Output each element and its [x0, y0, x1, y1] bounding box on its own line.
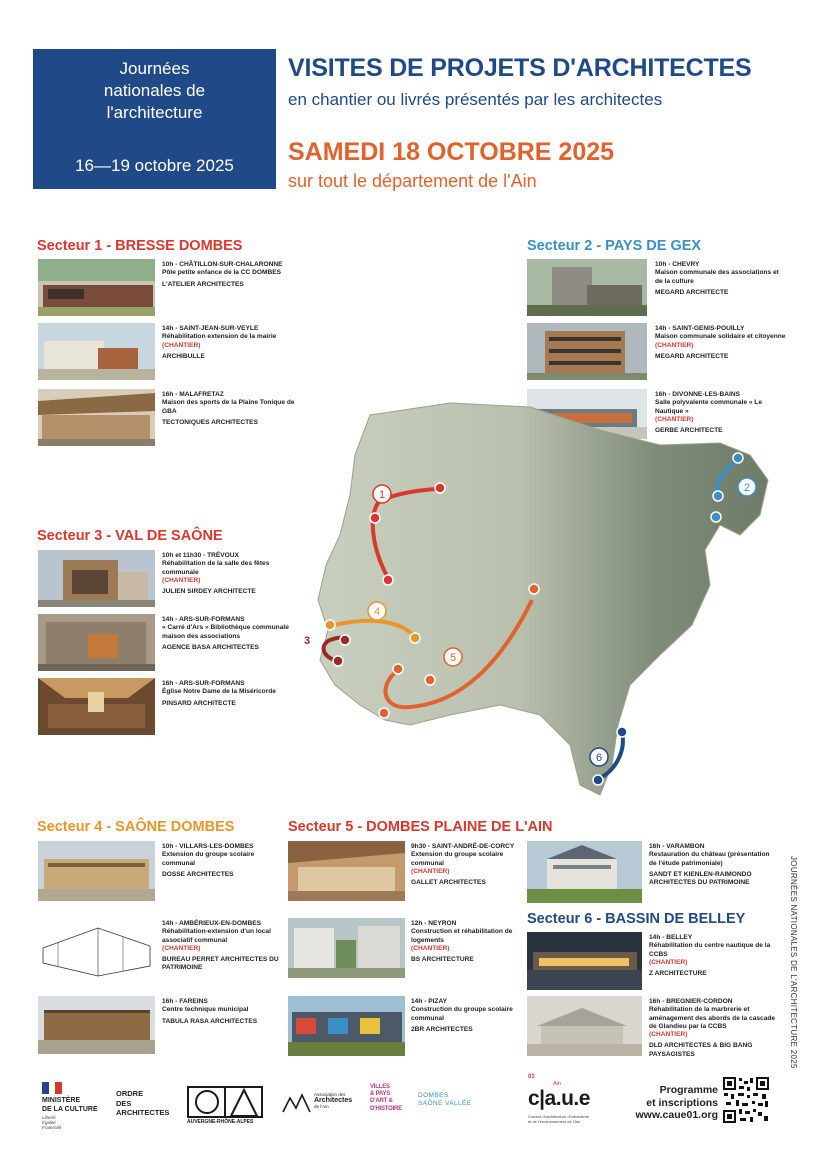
visit-architect: AGENCE BASA ARCHITECTES [162, 643, 259, 651]
map-stop [733, 453, 743, 463]
page-title: VISITES DE PROJETS D'ARCHITECTES [288, 54, 752, 82]
visit-time: 14h - PIZAY [411, 998, 448, 1005]
visit-architect: MEGARD ARCHITECTE [655, 288, 729, 296]
visit-status: (CHANTIER) [655, 415, 694, 423]
visit-card [288, 918, 520, 980]
map-marker-label: 4 [373, 606, 381, 618]
visit-time: 10h et 11h30 - TRÉVOUX [162, 552, 239, 559]
visit-photo [527, 323, 647, 380]
visit-photo [38, 918, 155, 978]
visit-time: 16h - DIVONNE-LES-BAINS [655, 391, 740, 398]
visit-description: Extension du groupe scolaire communal [162, 851, 255, 867]
visit-card [527, 259, 787, 317]
visit-photo [38, 259, 155, 316]
visit-time: 10h - VILLARS-LES-DOMBES [162, 843, 254, 850]
visit-card [527, 932, 787, 992]
ministere-logo: MINISTÈRE DE LA CULTURE Liberté Égalité Fraternité [40, 1080, 110, 1130]
visit-time: 16h - BREGNIER-CORDON [649, 998, 733, 1005]
visit-description: Réhabilitation de la marbrerie et aménagement des abords de la cascade de Glandieu par la CCBS [649, 1006, 776, 1030]
visit-description: Église Notre Dame de la Miséricorde [162, 688, 276, 696]
visit-photo [38, 614, 155, 671]
villes-pays-logo: VILLES & PAYS D'ART & D'HISTOIRE [370, 1084, 402, 1112]
map-stop [333, 656, 343, 666]
visit-card [38, 996, 288, 1058]
visit-time: 14h - SAINT-GENIS-POUILLY [655, 325, 745, 332]
map-stop [383, 575, 393, 585]
caue-logo: c|a.u.e [528, 1087, 590, 1110]
visit-description: Salle polyvalente communale « Le Nautique » [655, 399, 763, 415]
visit-architect: 2BR ARCHITECTES [411, 1025, 473, 1033]
visit-time: 12h - NEYRON [411, 920, 457, 927]
ordre-architectes-logo: ORDRE DES ARCHITECTES [116, 1089, 170, 1117]
sector-1-title: Secteur 1 - BRESSE DOMBES [37, 238, 243, 254]
visit-time: 14h - BELLEY [649, 934, 693, 941]
visit-card [288, 996, 520, 1058]
visit-time: 16h - MALAFRETAZ [162, 391, 224, 398]
visit-description: Construction du groupe scolaire communal [411, 1006, 513, 1022]
visit-photo [38, 389, 155, 446]
visit-photo [38, 996, 155, 1054]
vertical-caption: JOURNÉES NATIONALES DE L'ARCHITECTURE 2025 [789, 856, 798, 1069]
visit-description: « Carré d'Ars » Bibliothèque communale maison des associations [162, 624, 289, 640]
visit-card [38, 678, 298, 736]
visit-time: 10h - CHÂTILLON-SUR-CHALARONNE [162, 261, 283, 268]
visit-card [38, 614, 298, 672]
map-stop [435, 483, 445, 493]
visit-description: Pôle petite enfance de la CC DOMBES [162, 269, 282, 277]
map-stop [529, 584, 539, 594]
visit-time: 9h30 - SAINT-ANDRÉ-DE-CORCY [411, 843, 515, 850]
visit-card [38, 259, 298, 317]
map-stop [370, 513, 380, 523]
visit-description: Réhabilitation de la salle des fêtes communale [162, 560, 270, 576]
visit-photo [38, 678, 155, 735]
visit-card [38, 550, 298, 608]
visit-description: Réhabilitation extension de la mairie [162, 333, 277, 341]
ain-map [300, 385, 778, 815]
visit-description: Construction et réhabilitation de logements [411, 928, 513, 944]
visit-status: (CHANTIER) [411, 867, 450, 875]
visit-architect: MEGARD ARCHITECTE [655, 352, 729, 360]
oa-mark-icon [187, 1086, 263, 1120]
visit-description: Centre technique municipal [162, 1006, 249, 1014]
visit-photo [288, 996, 405, 1056]
map-marker-label: 1 [378, 489, 386, 501]
visit-card [527, 996, 787, 1058]
caue-number: 01 [528, 1074, 535, 1080]
visit-description: Maison communale des associations et de la culture [655, 269, 779, 285]
visit-status: (CHANTIER) [649, 1031, 688, 1039]
visit-time: 14h - AMBÉRIEUX-EN-DOMBES [162, 920, 262, 927]
visit-description: Réhabilitation du centre nautique de la CCBS [649, 942, 771, 958]
sector-6-title: Secteur 6 - BASSIN DE BELLEY [527, 911, 746, 927]
visit-photo [527, 932, 642, 990]
visit-architect: TABULA RASA ARCHITECTES [162, 1017, 258, 1025]
visit-status: (CHANTIER) [162, 944, 201, 952]
map-stop [393, 664, 403, 674]
association-mountains-icon [282, 1092, 312, 1114]
visit-photo [38, 550, 155, 607]
visit-photo [527, 996, 642, 1056]
visit-status: (CHANTIER) [411, 944, 450, 952]
visit-architect: BS ARCHITECTURE [411, 956, 474, 964]
visit-time: 16h - VARAMBON [649, 843, 705, 850]
visit-time: 14h - ARS-SUR-FORMANS [162, 616, 245, 623]
map-stop [340, 635, 350, 645]
sector-5-title: Secteur 5 - DOMBES PLAINE DE L'AIN [288, 819, 553, 835]
visit-description: Restauration du château (présentation de l'étude patrimoniale) [649, 851, 770, 867]
visit-architect: BUREAU PERRET ARCHITECTES DU PATRIMOINE [162, 956, 279, 972]
association-logo: Association des Architectes de l'Ain [314, 1092, 353, 1109]
visit-photo [527, 841, 642, 903]
visit-description: Réhabilitation-extension d'un local associatif communal [162, 928, 271, 944]
event-banner [33, 49, 276, 189]
visit-photo [288, 918, 405, 978]
visit-card [527, 323, 787, 381]
visit-time: 16h - ARS-SUR-FORMANS [162, 680, 245, 687]
map-marker-label: 5 [449, 652, 457, 664]
visit-description: Maison communale solidaire et citoyenne [655, 333, 786, 341]
visit-card [38, 389, 298, 447]
map-marker-label: 6 [595, 752, 603, 764]
map-marker-label: 3 [303, 635, 311, 647]
marianne-icon [42, 1082, 62, 1094]
map-stop [325, 620, 335, 630]
visit-status: (CHANTIER) [162, 576, 201, 584]
map-stop [593, 775, 603, 785]
map-stop [379, 708, 389, 718]
visit-photo [38, 841, 155, 901]
visit-card [38, 841, 288, 903]
visit-photo [38, 323, 155, 380]
page-subtitle: en chantier ou livrés présentés par les architectes [288, 90, 663, 109]
visit-architect: DOSSE ARCHITECTES [162, 870, 234, 878]
visit-photo [288, 841, 405, 901]
map-stop [425, 675, 435, 685]
visit-architect: GERBE ARCHITECTE [655, 427, 723, 435]
visit-photo [527, 259, 647, 316]
event-dates: 16—19 octobre 2025 [75, 156, 234, 175]
visit-card [527, 841, 787, 905]
visit-architect: Z ARCHITECTURE [649, 970, 707, 978]
map-stop [713, 491, 723, 501]
ordre-region: AUVERGNE-RHÔNE-ALPES [187, 1119, 254, 1125]
event-location: sur tout le département de l'Ain [288, 171, 537, 191]
website-link[interactable]: www.caue01.org [635, 1109, 718, 1121]
visit-architect: L'ATELIER ARCHITECTES [162, 280, 244, 288]
caue-description: Conseil d'architecture d'urbanisme et de l'environnement de l'Ain [528, 1114, 590, 1124]
visit-architect: ARCHIBULLE [162, 352, 205, 360]
visit-architect: JULIEN SIRDEY ARCHITECTE [162, 588, 256, 596]
department-shape [318, 403, 768, 795]
map-marker-label: 2 [743, 482, 751, 494]
dombes-saone-logo: DOMBES SAÔNE VALLÉE [418, 1092, 472, 1107]
visit-architect: SANDT ET KIENLEN-RAIMONDO ARCHITECTES DU PATRIMOINE [649, 870, 752, 887]
visit-card [38, 918, 288, 980]
visit-status: (CHANTIER) [162, 341, 201, 349]
visit-status: (CHANTIER) [649, 958, 688, 966]
map-stop [410, 633, 420, 643]
qr-code[interactable] [722, 1076, 770, 1124]
visit-architect: TECTONIQUES ARCHITECTES [162, 418, 258, 426]
visit-time: 16h - FAREINS [162, 998, 208, 1005]
visit-architect: PINSARD ARCHITECTE [162, 699, 236, 707]
visit-status: (CHANTIER) [655, 341, 694, 349]
sector-3-title: Secteur 3 - VAL DE SAÔNE [37, 528, 223, 544]
sector-4-title: Secteur 4 - SAÔNE DOMBES [37, 819, 235, 835]
visit-card [288, 841, 520, 903]
event-date: SAMEDI 18 OCTOBRE 2025 [288, 138, 615, 166]
sector-2-title: Secteur 2 - PAYS DE GEX [527, 238, 702, 254]
visit-time: 14h - SAINT-JEAN-SUR-VEYLE [162, 325, 259, 332]
visit-architect: GALLET ARCHITECTES [411, 879, 486, 887]
visit-description: Extension du groupe scolaire communal [411, 851, 504, 867]
caue-ain: Ain [553, 1081, 561, 1087]
event-title: Journées nationales de l'architecture [103, 59, 206, 122]
map-stop [711, 512, 721, 522]
programme-info: Programme et inscriptions www.caue01.org [620, 1084, 718, 1122]
visit-architect: DLD ARCHITECTES & BIG BANG PAYSAGISTES [649, 1042, 753, 1058]
visit-description: Maison des sports de la Plaine Tonique de GBA [162, 399, 295, 415]
visit-time: 10h - CHEVRY [655, 261, 700, 268]
visit-card [38, 323, 298, 381]
map-stop [617, 727, 627, 737]
